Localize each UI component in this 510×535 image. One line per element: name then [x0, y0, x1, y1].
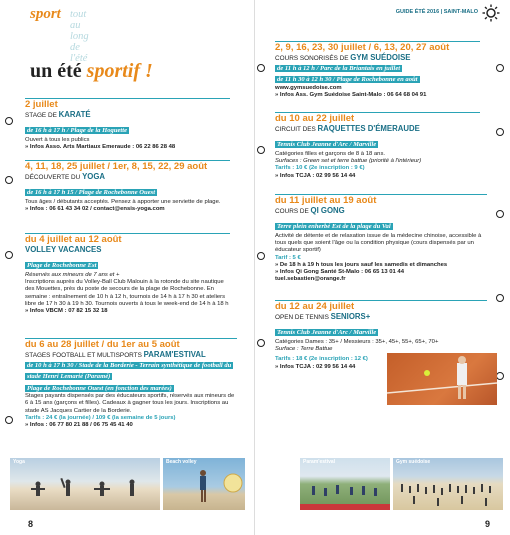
event-category: VOLLEY VACANCES — [25, 244, 102, 254]
bullet-icon — [5, 416, 13, 424]
event-text: Activité de détente et de relaxation issue de la médecine chinoise, accessible à tous quels que soient l'âge ou la condition physique (cours dispensés par un éducateur sportif) — [275, 233, 482, 254]
event-location: de 11 h 30 à 12 h 30 / Plage de Rochebonne en août — [277, 76, 418, 84]
event-fee: Tarifs : 10 € (2e inscription : 9 €) — [275, 165, 365, 172]
event-website: www.gymsuedoise.com — [275, 84, 342, 91]
event-location: de 11 h à 12 h / Parc de la Briantais en juillet — [277, 65, 401, 72]
event-qi-gong — [275, 194, 487, 284]
event-date: du 4 juillet au 12 août — [25, 234, 122, 245]
bullet-icon — [257, 64, 265, 72]
bullet-icon — [5, 251, 13, 259]
bullet-icon — [257, 339, 265, 347]
event-date: du 6 au 28 juillet / du 1er au 5 août — [25, 339, 180, 350]
event-text: Catégories Dames : 35+ / Messieurs : 35+, 45+, 55+, 65+, 70+ — [275, 339, 439, 345]
photo-yoga — [10, 458, 160, 510]
photo-tennis — [387, 353, 497, 405]
event-paramestival — [25, 338, 237, 429]
event-category: CIRCUIT DES RAQUETTES D'ÉMERAUDE — [275, 123, 420, 133]
event-location: de 16 h à 17 h 15 / Plage de Rochebonne Ouest — [27, 189, 156, 196]
event-raquettes — [275, 112, 480, 180]
page-number: 9 — [484, 519, 490, 529]
event-date: du 11 juillet au 19 août — [275, 195, 377, 206]
guide-label: GUIDE ÉTÉ 2016 | SAINT-MALO — [395, 9, 478, 15]
event-info: » Infos VBCM : 07 82 15 32 18 — [25, 308, 108, 315]
event-category: STAGE DE KARATÉ — [25, 109, 91, 119]
event-text: Catégories filles et garçons de 8 à 18 ans. — [275, 151, 386, 157]
event-location: de 16 h à 17 h / Plage de la Hoguette — [27, 127, 127, 134]
event-info: » Infos Ass. Gym Suédoise Saint-Malo : 06 64 68 04 91 — [275, 92, 427, 99]
event-date: du 10 au 22 juillet — [275, 113, 355, 124]
event-category: DÉCOUVERTE DU YOGA — [25, 171, 106, 181]
event-info: » Infos Asso. Arts Martiaux Emeraude : 06 22 86 28 48 — [25, 144, 176, 151]
page-number: 8 — [28, 519, 34, 529]
photo-caption: Yoga — [13, 459, 25, 465]
page-title: un été sportif ! — [30, 60, 153, 82]
bullet-icon — [496, 128, 504, 136]
event-location: Plage de Rochebonne Est — [27, 262, 97, 269]
event-location: Plage de Rochebonne Ouest (en fonction des marées) — [27, 384, 172, 392]
event-location: Tennis Club Jeanne d'Arc / Marville — [277, 141, 377, 148]
bullet-icon — [5, 176, 13, 184]
photo-caption: Beach volley — [166, 459, 197, 465]
photo-gym-suedoise — [393, 458, 503, 510]
photo-caption: Gym suédoise — [396, 459, 431, 465]
bullet-icon — [496, 210, 504, 218]
event-date: du 12 au 24 juillet — [275, 301, 355, 312]
event-category: COURS SONORISÉS DE GYM SUÉDOISE — [275, 52, 411, 62]
event-text: Inscriptions auprès du Volley-Ball Club Malouin à la rotonde du site nautique des Mouettes, près du poste de secours de la plage de Rochebonne. En semaine : entraînement de 10 h à 12 h, tournois de 14 h à 17 h 30 et ateliers libre de 17 h 30 à 19 h 30. Tournois ouverts à tous le week-end de 14 h à 18 h — [25, 279, 229, 307]
event-volley — [25, 233, 230, 315]
event-fee: Tarifs : 18 € (2e inscription : 12 €) — [275, 356, 368, 363]
photo-paramestival — [300, 458, 390, 510]
event-note: Surfaces : Green set et terre battue (priorité à l'intérieur) — [275, 158, 422, 165]
right-page — [255, 0, 510, 535]
event-note: Surface : Terre Battue — [275, 346, 333, 353]
bullet-icon — [5, 117, 13, 125]
event-text: Stages payants dispensés par des éducateurs sportifs, réservés aux mineurs de 6 à 15 ans (garçons et filles). Cadeaux à gagner tous les jours. Inscriptions au stade AS Jacques Cartier de la Borderie. — [25, 393, 235, 414]
event-info: » Infos TCJA : 02 99 56 14 44 — [275, 363, 356, 370]
bullet-icon — [496, 64, 504, 72]
bullet-icon — [257, 146, 265, 154]
event-fee: Tarif : 5 € — [275, 254, 301, 261]
event-note: Réservés aux mineurs de 7 ans et + — [25, 272, 120, 278]
event-text: Tous âges / débutants acceptés. Pensez à apporter une serviette de plage. — [25, 199, 221, 205]
event-category: STAGES FOOTBALL ET MULTISPORTS PARAM'ESTIVAL — [25, 349, 206, 359]
event-info: » Infos : 06 61 43 34 02 / contact@ensis-yoga.com — [25, 206, 165, 213]
event-category: OPEN DE TENNIS SENIORS+ — [275, 311, 371, 321]
section-title: sport — [30, 6, 61, 22]
event-karate — [25, 98, 230, 152]
event-info: » Infos : 06 77 80 21 88 / 06 75 45 41 40 — [25, 422, 133, 429]
event-date: 4, 11, 18, 25 juillet / 1er, 8, 15, 22, 29 août — [25, 161, 208, 172]
section-subtitle: tout au long de l'été — [70, 9, 89, 64]
event-location: Terre plein enherbé Est de la plage du Val — [277, 223, 391, 230]
event-gym-suedoise — [275, 41, 480, 99]
bullet-icon — [257, 252, 265, 260]
bullet-icon — [496, 372, 504, 380]
sun-icon — [482, 4, 500, 22]
event-info: » Infos TCJA : 02 99 56 14 44 — [275, 172, 356, 179]
event-info: » De 18 h à 19 h tous les jours sauf les samedis et dimanches » Infos Qi Gong Santé St-Malo : 06 65 13 01 44 tuel.sebastien@orange.fr — [275, 261, 448, 283]
event-location: Tennis Club Jeanne d'Arc / Marville — [277, 329, 377, 336]
event-text: Ouvert à tous les publics — [25, 137, 90, 143]
bullet-icon — [496, 294, 504, 302]
event-fee: Tarifs : 24 € (la journée) / 109 € (la semaine de 5 jours) — [25, 414, 176, 421]
event-yoga — [25, 160, 230, 214]
event-date: 2 juillet — [25, 99, 58, 110]
event-category: COURS DE QI GONG — [275, 205, 345, 215]
photo-beach-volley — [163, 458, 245, 510]
photo-caption: Param'estival — [303, 459, 336, 465]
event-date: 2, 9, 16, 23, 30 juillet / 6, 13, 20, 27 août — [275, 42, 450, 53]
event-location: de 10 h à 17 h 30 / Stade de la Borderie - Terrain synthétique de football du stade Henri Lemarié (Paramé) — [27, 362, 232, 381]
